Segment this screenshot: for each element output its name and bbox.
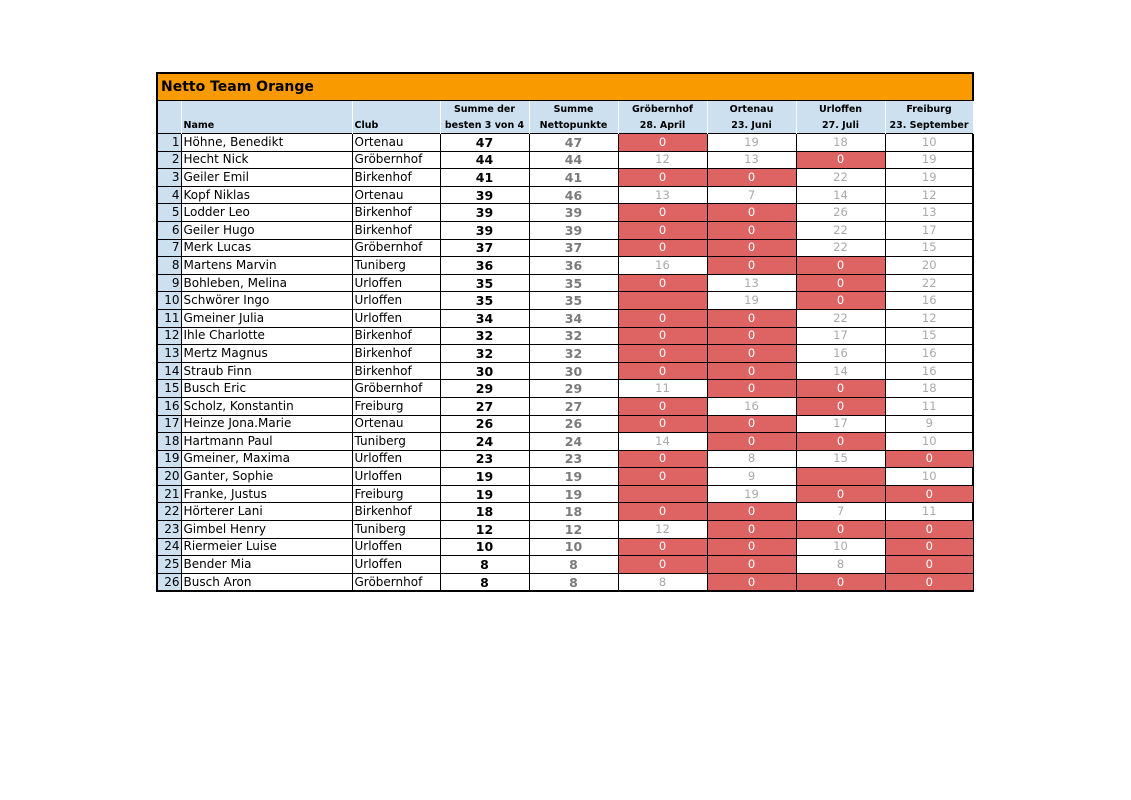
net-cell: 8 [529, 573, 618, 590]
round-3-cell: 7 [796, 503, 885, 521]
rank-cell: 7 [158, 239, 181, 257]
rank-cell: 3 [158, 169, 181, 187]
round-2-cell: 0 [707, 362, 796, 380]
round-3-cell: 0 [796, 292, 885, 310]
round-1-cell: 11 [618, 380, 707, 398]
name-cell: Lodder Leo [181, 204, 352, 222]
name-cell: Gimbel Henry [181, 521, 352, 539]
rank-cell: 14 [158, 362, 181, 380]
round-3-cell: 15 [796, 450, 885, 468]
club-cell: Freiburg [352, 397, 440, 415]
round-3-cell: 22 [796, 239, 885, 257]
round-1-cell: 14 [618, 433, 707, 451]
round-3-cell: 0 [796, 573, 885, 590]
table-row [158, 433, 973, 451]
table-row [158, 309, 973, 327]
name-cell: Martens Marvin [181, 257, 352, 275]
round-4-cell: 17 [885, 221, 973, 239]
rank-cell: 22 [158, 503, 181, 521]
best3-cell: 41 [440, 169, 529, 187]
round-1-cell [618, 292, 707, 310]
best3-cell: 39 [440, 204, 529, 222]
net-cell: 44 [529, 151, 618, 169]
best3-cell: 19 [440, 468, 529, 486]
rank-cell: 19 [158, 450, 181, 468]
best3-cell: 39 [440, 186, 529, 204]
rank-cell: 5 [158, 204, 181, 222]
header-round2-venue: Ortenau [707, 101, 796, 117]
round-3-cell: 17 [796, 415, 885, 433]
name-cell: Scholz, Konstantin [181, 397, 352, 415]
club-cell: Birkenhof [352, 503, 440, 521]
best3-cell: 10 [440, 538, 529, 556]
round-4-cell: 10 [885, 468, 973, 486]
club-cell: Birkenhof [352, 327, 440, 345]
round-2-cell: 8 [707, 450, 796, 468]
name-cell: Heinze Jona.Marie [181, 415, 352, 433]
round-2-cell: 9 [707, 468, 796, 486]
net-cell: 30 [529, 362, 618, 380]
net-cell: 23 [529, 450, 618, 468]
round-2-cell: 0 [707, 239, 796, 257]
club-cell: Urloffen [352, 274, 440, 292]
table-row [158, 327, 973, 345]
round-4-cell: 15 [885, 239, 973, 257]
round-1-cell: 0 [618, 169, 707, 187]
name-cell: Merk Lucas [181, 239, 352, 257]
round-2-cell: 19 [707, 292, 796, 310]
best3-cell: 35 [440, 292, 529, 310]
table-row [158, 186, 973, 204]
rank-cell: 15 [158, 380, 181, 398]
round-1-cell: 16 [618, 257, 707, 275]
rank-cell: 2 [158, 151, 181, 169]
name-cell: Straub Finn [181, 362, 352, 380]
round-4-cell: 9 [885, 415, 973, 433]
club-cell: Birkenhof [352, 362, 440, 380]
club-cell: Gröbernhof [352, 239, 440, 257]
round-2-cell: 0 [707, 538, 796, 556]
round-4-cell: 18 [885, 380, 973, 398]
best3-cell: 32 [440, 327, 529, 345]
round-1-cell [618, 485, 707, 503]
best3-cell: 18 [440, 503, 529, 521]
net-cell: 41 [529, 169, 618, 187]
club-cell: Urloffen [352, 556, 440, 574]
round-4-cell: 0 [885, 573, 973, 590]
rank-cell: 23 [158, 521, 181, 539]
round-4-cell: 0 [885, 556, 973, 574]
club-cell: Gröbernhof [352, 573, 440, 590]
club-cell: Tuniberg [352, 257, 440, 275]
name-cell: Hörterer Lani [181, 503, 352, 521]
round-1-cell: 0 [618, 468, 707, 486]
round-2-cell: 0 [707, 309, 796, 327]
round-2-cell: 0 [707, 204, 796, 222]
net-cell: 39 [529, 221, 618, 239]
round-2-cell: 0 [707, 380, 796, 398]
round-3-cell: 0 [796, 257, 885, 275]
club-cell: Birkenhof [352, 345, 440, 363]
rank-cell: 21 [158, 485, 181, 503]
round-3-cell: 0 [796, 151, 885, 169]
table-row [158, 345, 973, 363]
round-4-cell: 16 [885, 345, 973, 363]
rank-cell: 10 [158, 292, 181, 310]
net-cell: 36 [529, 257, 618, 275]
header-net-top: Summe [529, 101, 618, 117]
round-4-cell: 16 [885, 362, 973, 380]
round-2-cell: 0 [707, 327, 796, 345]
round-4-cell: 0 [885, 521, 973, 539]
rank-cell: 25 [158, 556, 181, 574]
sheet-title: Netto Team Orange [158, 74, 972, 101]
results-sheet [156, 72, 974, 592]
round-4-cell: 0 [885, 538, 973, 556]
round-1-cell: 0 [618, 556, 707, 574]
table-row [158, 538, 973, 556]
round-2-cell: 0 [707, 221, 796, 239]
round-1-cell: 0 [618, 309, 707, 327]
name-cell: Gmeiner Julia [181, 309, 352, 327]
round-3-cell: 26 [796, 204, 885, 222]
rank-cell: 16 [158, 397, 181, 415]
table-row [158, 450, 973, 468]
round-3-cell: 0 [796, 274, 885, 292]
rank-cell: 4 [158, 186, 181, 204]
table-row [158, 397, 973, 415]
round-3-cell: 0 [796, 397, 885, 415]
rank-cell: 26 [158, 573, 181, 590]
club-cell: Ortenau [352, 134, 440, 152]
net-cell: 46 [529, 186, 618, 204]
round-3-cell: 22 [796, 309, 885, 327]
name-cell: Kopf Niklas [181, 186, 352, 204]
round-3-cell: 17 [796, 327, 885, 345]
name-cell: Hartmann Paul [181, 433, 352, 451]
round-4-cell: 19 [885, 151, 973, 169]
round-4-cell: 10 [885, 433, 973, 451]
round-4-cell: 13 [885, 204, 973, 222]
rank-cell: 13 [158, 345, 181, 363]
name-cell: Geiler Emil [181, 169, 352, 187]
round-1-cell: 13 [618, 186, 707, 204]
round-2-cell: 0 [707, 257, 796, 275]
round-1-cell: 0 [618, 327, 707, 345]
net-cell: 35 [529, 292, 618, 310]
round-1-cell: 0 [618, 204, 707, 222]
club-cell: Gröbernhof [352, 151, 440, 169]
round-4-cell: 0 [885, 485, 973, 503]
net-cell: 12 [529, 521, 618, 539]
round-1-cell: 0 [618, 134, 707, 152]
club-cell: Urloffen [352, 538, 440, 556]
net-cell: 29 [529, 380, 618, 398]
round-3-cell: 14 [796, 186, 885, 204]
name-cell: Hecht Nick [181, 151, 352, 169]
rank-cell: 18 [158, 433, 181, 451]
round-4-cell: 12 [885, 186, 973, 204]
round-1-cell: 0 [618, 239, 707, 257]
club-cell: Urloffen [352, 450, 440, 468]
table-row [158, 556, 973, 574]
net-cell: 34 [529, 309, 618, 327]
club-cell: Gröbernhof [352, 380, 440, 398]
round-3-cell: 8 [796, 556, 885, 574]
header-net: Nettopunkte [529, 117, 618, 134]
club-cell: Urloffen [352, 292, 440, 310]
rank-cell: 17 [158, 415, 181, 433]
round-3-cell: 18 [796, 134, 885, 152]
round-2-cell: 13 [707, 151, 796, 169]
best3-cell: 44 [440, 151, 529, 169]
best3-cell: 23 [440, 450, 529, 468]
header-round1-venue: Gröbernhof [618, 101, 707, 117]
table-row [158, 134, 973, 152]
header-name-blank [181, 101, 352, 117]
results-body [158, 134, 973, 591]
club-cell: Tuniberg [352, 521, 440, 539]
round-3-cell: 0 [796, 485, 885, 503]
header-round3-date: 27. Juli [796, 117, 885, 134]
round-4-cell: 0 [885, 450, 973, 468]
best3-cell: 35 [440, 274, 529, 292]
round-1-cell: 0 [618, 362, 707, 380]
round-3-cell: 0 [796, 521, 885, 539]
round-4-cell: 12 [885, 309, 973, 327]
round-2-cell: 0 [707, 573, 796, 590]
name-cell: Riermeier Luise [181, 538, 352, 556]
header-club: Club [352, 117, 440, 134]
best3-cell: 12 [440, 521, 529, 539]
name-cell: Mertz Magnus [181, 345, 352, 363]
round-3-cell: 16 [796, 345, 885, 363]
club-cell: Birkenhof [352, 221, 440, 239]
round-4-cell: 20 [885, 257, 973, 275]
table-row [158, 485, 973, 503]
net-cell: 19 [529, 485, 618, 503]
name-cell: Bohleben, Melina [181, 274, 352, 292]
name-cell: Busch Aron [181, 573, 352, 590]
best3-cell: 8 [440, 556, 529, 574]
club-cell: Ortenau [352, 415, 440, 433]
round-1-cell: 0 [618, 538, 707, 556]
best3-cell: 29 [440, 380, 529, 398]
best3-cell: 47 [440, 134, 529, 152]
rank-cell: 11 [158, 309, 181, 327]
club-cell: Birkenhof [352, 169, 440, 187]
round-1-cell: 0 [618, 397, 707, 415]
round-4-cell: 11 [885, 503, 973, 521]
header-club-blank [352, 101, 440, 117]
table-row [158, 292, 973, 310]
table-row [158, 362, 973, 380]
round-2-cell: 0 [707, 503, 796, 521]
best3-cell: 24 [440, 433, 529, 451]
best3-cell: 19 [440, 485, 529, 503]
header-round3-venue: Urloffen [796, 101, 885, 117]
rank-cell: 24 [158, 538, 181, 556]
round-2-cell: 19 [707, 485, 796, 503]
table-row [158, 503, 973, 521]
results-table [158, 101, 974, 590]
round-3-cell [796, 468, 885, 486]
best3-cell: 26 [440, 415, 529, 433]
header-round4-venue: Freiburg [885, 101, 973, 117]
best3-cell: 8 [440, 573, 529, 590]
table-row [158, 468, 973, 486]
round-2-cell: 0 [707, 169, 796, 187]
net-cell: 24 [529, 433, 618, 451]
table-row [158, 573, 973, 590]
header-rank-blank [158, 101, 181, 117]
round-4-cell: 22 [885, 274, 973, 292]
rank-cell: 8 [158, 257, 181, 275]
round-3-cell: 0 [796, 380, 885, 398]
table-row [158, 151, 973, 169]
best3-cell: 27 [440, 397, 529, 415]
header-best3-top: Summe der [440, 101, 529, 117]
table-row [158, 415, 973, 433]
header-name: Name [181, 117, 352, 134]
round-1-cell: 0 [618, 415, 707, 433]
round-1-cell: 0 [618, 345, 707, 363]
round-2-cell: 0 [707, 521, 796, 539]
net-cell: 39 [529, 204, 618, 222]
net-cell: 19 [529, 468, 618, 486]
net-cell: 26 [529, 415, 618, 433]
round-2-cell: 0 [707, 556, 796, 574]
club-cell: Ortenau [352, 186, 440, 204]
net-cell: 35 [529, 274, 618, 292]
header-rank [158, 117, 181, 134]
round-3-cell: 14 [796, 362, 885, 380]
club-cell: Freiburg [352, 485, 440, 503]
net-cell: 47 [529, 134, 618, 152]
best3-cell: 37 [440, 239, 529, 257]
round-2-cell: 13 [707, 274, 796, 292]
net-cell: 32 [529, 327, 618, 345]
name-cell: Busch Eric [181, 380, 352, 398]
club-cell: Urloffen [352, 468, 440, 486]
rank-cell: 6 [158, 221, 181, 239]
best3-cell: 32 [440, 345, 529, 363]
header-row-bottom [158, 117, 973, 134]
club-cell: Tuniberg [352, 433, 440, 451]
name-cell: Ganter, Sophie [181, 468, 352, 486]
club-cell: Birkenhof [352, 204, 440, 222]
round-4-cell: 16 [885, 292, 973, 310]
round-1-cell: 12 [618, 521, 707, 539]
round-4-cell: 10 [885, 134, 973, 152]
round-2-cell: 0 [707, 415, 796, 433]
round-1-cell: 8 [618, 573, 707, 590]
net-cell: 27 [529, 397, 618, 415]
round-4-cell: 15 [885, 327, 973, 345]
name-cell: Geiler Hugo [181, 221, 352, 239]
table-row [158, 169, 973, 187]
net-cell: 10 [529, 538, 618, 556]
header-round1-date: 28. April [618, 117, 707, 134]
table-row [158, 204, 973, 222]
name-cell: Bender Mia [181, 556, 352, 574]
header-round2-date: 23. Juni [707, 117, 796, 134]
header-row-top [158, 101, 973, 117]
round-3-cell: 10 [796, 538, 885, 556]
name-cell: Höhne, Benedikt [181, 134, 352, 152]
round-4-cell: 19 [885, 169, 973, 187]
round-2-cell: 0 [707, 345, 796, 363]
round-3-cell: 0 [796, 433, 885, 451]
round-1-cell: 0 [618, 503, 707, 521]
net-cell: 8 [529, 556, 618, 574]
best3-cell: 30 [440, 362, 529, 380]
round-2-cell: 16 [707, 397, 796, 415]
net-cell: 37 [529, 239, 618, 257]
round-1-cell: 12 [618, 151, 707, 169]
name-cell: Gmeiner, Maxima [181, 450, 352, 468]
table-row [158, 274, 973, 292]
best3-cell: 36 [440, 257, 529, 275]
header-round4-date: 23. September [885, 117, 973, 134]
rank-cell: 9 [158, 274, 181, 292]
round-4-cell: 11 [885, 397, 973, 415]
header-best3: besten 3 von 4 [440, 117, 529, 134]
round-2-cell: 0 [707, 433, 796, 451]
rank-cell: 1 [158, 134, 181, 152]
round-3-cell: 22 [796, 169, 885, 187]
round-1-cell: 0 [618, 274, 707, 292]
rank-cell: 12 [158, 327, 181, 345]
round-1-cell: 0 [618, 221, 707, 239]
table-row [158, 380, 973, 398]
name-cell: Franke, Justus [181, 485, 352, 503]
round-1-cell: 0 [618, 450, 707, 468]
round-2-cell: 19 [707, 134, 796, 152]
name-cell: Ihle Charlotte [181, 327, 352, 345]
round-3-cell: 22 [796, 221, 885, 239]
net-cell: 18 [529, 503, 618, 521]
table-row [158, 221, 973, 239]
best3-cell: 34 [440, 309, 529, 327]
best3-cell: 39 [440, 221, 529, 239]
club-cell: Urloffen [352, 309, 440, 327]
table-row [158, 257, 973, 275]
table-row [158, 521, 973, 539]
net-cell: 32 [529, 345, 618, 363]
rank-cell: 20 [158, 468, 181, 486]
round-2-cell: 7 [707, 186, 796, 204]
table-row [158, 239, 973, 257]
name-cell: Schwörer Ingo [181, 292, 352, 310]
